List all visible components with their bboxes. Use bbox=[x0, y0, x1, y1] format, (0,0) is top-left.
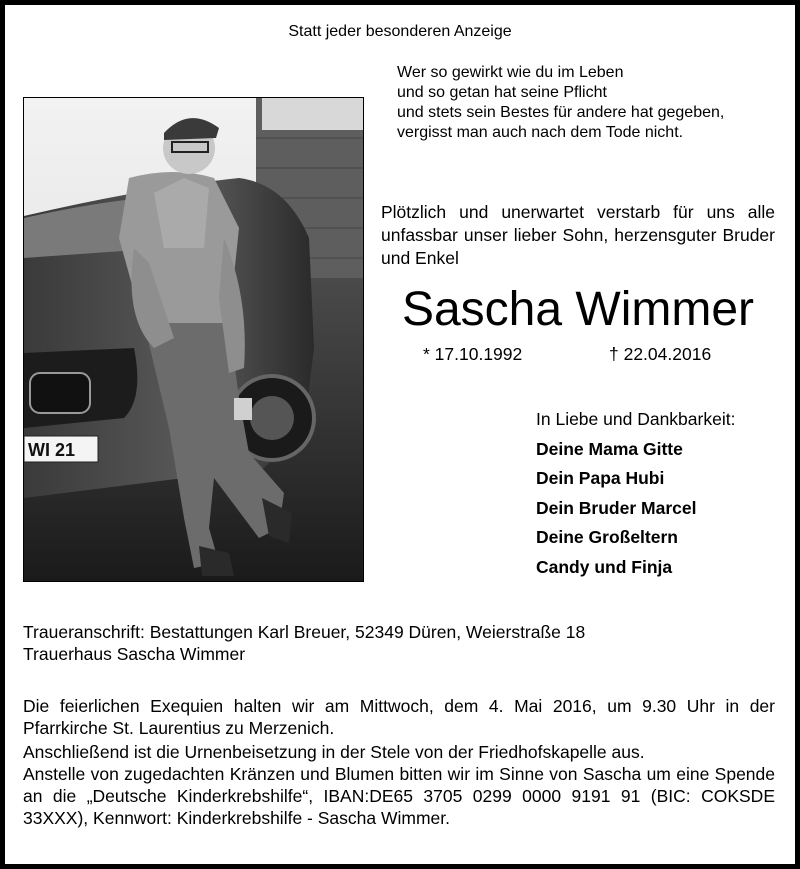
poem bbox=[397, 63, 724, 143]
mourner-name: Deine Mama Gitte bbox=[536, 438, 683, 459]
address-line: Trauerhaus Sascha Wimmer bbox=[23, 644, 246, 664]
poem-line: vergisst man auch nach dem Tode nicht. bbox=[397, 124, 684, 141]
death-date: † 22.04.2016 bbox=[609, 344, 712, 364]
license-plate-text: WI 21 bbox=[28, 440, 76, 460]
mourner-name: Dein Bruder Marcel bbox=[536, 497, 697, 518]
obituary-notice bbox=[5, 5, 795, 864]
service-paragraph: Anschließend ist die Urnenbeisetzung in der Stele von der Friedhofskapelle aus. bbox=[23, 742, 645, 762]
service-paragraph: Anstelle von zugedachten Kränzen und Blumen bitten wir im Sinne von Sascha um eine Spende an die „Deutsche Kinderkrebshilfe“, IBAN:DE65 3705 0299 0000 9191 91 (BIC: COKSDE 33XXX), Kennwort: Kinderkrebshilfe - Sascha Wimmer. bbox=[23, 764, 775, 828]
birth-date: * 17.10.1992 bbox=[423, 344, 523, 364]
mourners-list bbox=[536, 405, 735, 582]
deceased-name: Sascha Wimmer bbox=[401, 283, 755, 336]
service-details bbox=[23, 695, 775, 829]
address-line: Traueranschrift: Bestattungen Karl Breuer, 52349 Düren, Weierstraße 18 bbox=[23, 622, 586, 642]
announcement-text: Plötzlich und unerwartet verstarb für uns alle unfassbar unser lieber Sohn, herzensguter Bruder und Enkel bbox=[381, 202, 775, 268]
header-line: Statt jeder besonderen Anzeige bbox=[288, 23, 512, 40]
portrait-photo bbox=[23, 97, 364, 582]
poem-line: und so getan hat seine Pflicht bbox=[397, 84, 607, 101]
service-paragraph: Die feierlichen Exequien halten wir am Mittwoch, dem 4. Mai 2016, um 9.30 Uhr in der Pfarrkirche St. Laurentius zu Merzenich. bbox=[23, 696, 775, 738]
mourning-address bbox=[23, 621, 585, 665]
mourner-name: Dein Papa Hubi bbox=[536, 468, 665, 488]
mourner-name: Candy und Finja bbox=[536, 556, 673, 577]
mourners-intro: In Liebe und Dankbarkeit: bbox=[536, 409, 736, 429]
portrait-photo-image bbox=[24, 98, 364, 582]
poem-line: Wer so gewirkt wie du im Leben bbox=[397, 64, 624, 81]
poem-line: und stets sein Bestes für andere hat gegeben, bbox=[397, 104, 725, 121]
mourner-name: Deine Großeltern bbox=[536, 527, 678, 547]
